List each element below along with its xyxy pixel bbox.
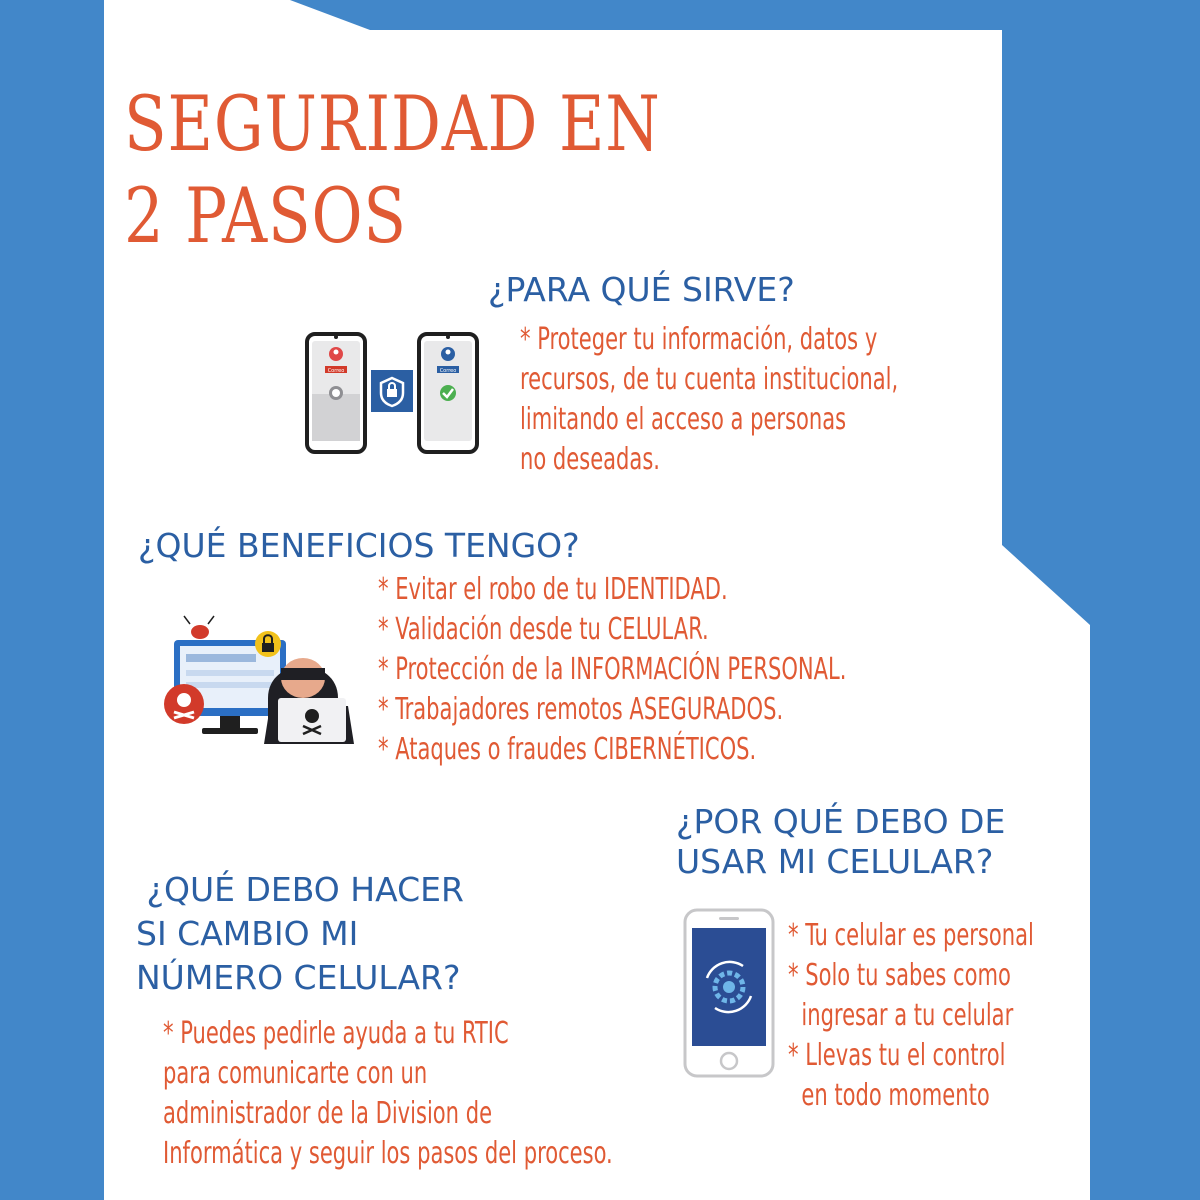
heading-para-que-sirve: ¿PARA QUÉ SIRVE? [488, 270, 795, 309]
celular-line: * Tu celular es personal [788, 918, 1034, 953]
celular-line: en todo momento [788, 1078, 990, 1113]
phone-label-left: Correo [327, 368, 345, 374]
celular-line: ingresar a tu celular [788, 998, 1014, 1033]
beneficio-item: * Ataques o fraudes CIBERNÉTICOS. [378, 732, 757, 767]
heading-cambio-numero [136, 868, 464, 1000]
celular-line: * Solo tu sabes como [788, 958, 1011, 993]
heading-cambio-line-1: ¿QUÉ DEBO HACER [136, 870, 464, 909]
cambio-line: para comunicarte con un [163, 1056, 428, 1091]
cambio-line: * Puedes pedirle ayuda a tu RTIC [163, 1016, 509, 1051]
beneficios-list [378, 570, 846, 770]
heading-cambio-line-2: SI CAMBIO MI [136, 914, 359, 953]
title-line-1: SEGURIDAD EN [124, 79, 661, 168]
sirve-line: no deseadas. [520, 442, 660, 477]
heading-celular-line-2: USAR MI CELULAR? [676, 842, 994, 881]
hacker-computer-icon [160, 610, 360, 745]
page-title [124, 78, 661, 262]
beneficio-item: * Evitar el robo de tu IDENTIDAD. [378, 572, 728, 607]
beneficio-item: * Validación desde tu CELULAR. [378, 612, 709, 647]
para-que-sirve-text [520, 320, 898, 480]
cambio-text [163, 1014, 613, 1174]
heading-beneficios: ¿QUÉ BENEFICIOS TENGO? [138, 526, 580, 565]
heading-por-que-celular [676, 802, 1005, 882]
sirve-line: recursos, de tu cuenta institucional, [520, 362, 899, 397]
beneficio-item: * Protección de la INFORMACIÓN PERSONAL. [378, 652, 847, 687]
heading-cambio-line-3: NÚMERO CELULAR? [136, 958, 461, 997]
cambio-line: administrador de la Division de [163, 1096, 493, 1131]
sirve-line: * Proteger tu información, datos y [520, 322, 878, 357]
phone-label-right: Correo [439, 368, 457, 374]
celular-line: * Llevas tu el control [788, 1038, 1006, 1073]
heading-celular-line-1: ¿POR QUÉ DEBO DE [676, 802, 1006, 841]
sirve-line: limitando el acceso a personas [520, 402, 847, 437]
title-line-2: 2 PASOS [124, 171, 407, 260]
celular-text [788, 916, 1034, 1116]
cambio-line: Informática y seguir los pasos del proceso. [163, 1136, 613, 1171]
phone-lock-icon [305, 332, 480, 456]
smartphone-gear-icon [683, 908, 775, 1078]
beneficio-item: * Trabajadores remotos ASEGURADOS. [378, 692, 784, 727]
